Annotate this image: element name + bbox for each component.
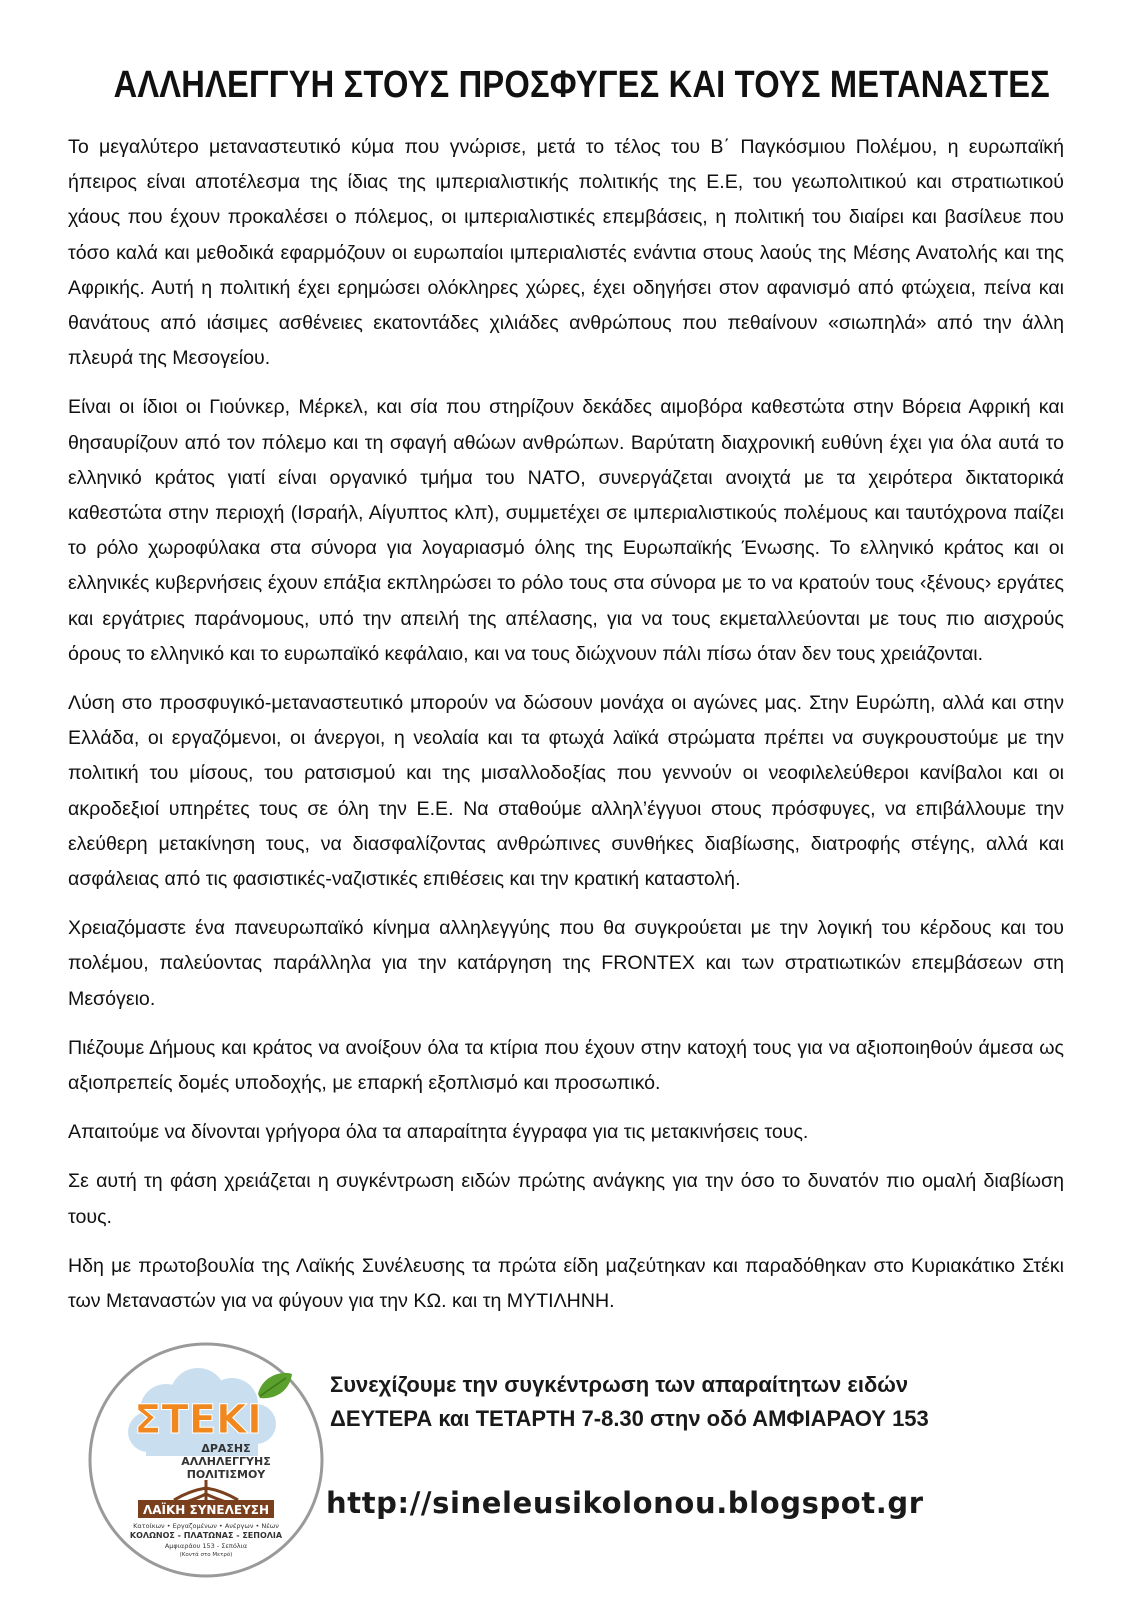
paragraph: Πιέζουμε Δήμους και κράτος να ανοίξουν όλα τα κτίρια που έχουν στην κατοχή τους για να αξιοποιηθούν άμεσα ως αξιοπρεπείς δομές υποδοχής, με επαρκή εξοπλισμό και προσωπικό. <box>68 1036 1064 1095</box>
logo-line-2: ΑΛΛΗΛΕΓΓΥΗΣ <box>181 1455 271 1468</box>
cta-line-2: ΔΕΥΤΕΡΑ και ΤΕΤΑΡΤΗ 7-8.30 στην οδό ΑΜΦΙΑΡΑΟΥ 153 <box>330 1406 929 1431</box>
blog-url: http://sineleusikolonou.blogspot.gr <box>326 1486 924 1520</box>
logo-wordmark: ΣΤΕΚΙ <box>134 1397 262 1443</box>
body-text <box>68 130 1064 1333</box>
paragraph: Είναι οι ίδιοι οι Γιούνκερ, Μέρκελ, και σία που στηρίζουν δεκάδες αιμοβόρα καθεστώτα στην Βόρεια Αφρική και θησαυρίζουν από τον πόλεμο και τη σφαγή αθώων ανθρώπων. Βαρύτατη διαχρονική ευθύνη έχει για όλα αυτά το ελληνικό κράτος γιατί είναι οργανικό τμήμα του ΝΑΤΟ, συνεργάζεται ανοιχτά με τα χειρότερα δικτατορικά καθεστώτα στην περιοχή (Ισραήλ, Αίγυπτος κλπ), συμμετέχει σε ιμπεριαλιστικούς πολέμους και ταυτόχρονα παίζει το ρόλο χωροφύλακα στα σύνορα για λογαριασμό όλης της Ευρωπαϊκής Ένωσης. Το ελληνικό κράτος και οι ελληνικές κυβερνήσεις έχουν επάξια εκπληρώσει το ρόλο τους στα σύνορα με το να κρατούν τους ‹ξένους› εργάτες και εργάτριες παράνομους, υπό την απειλή της απέλασης, για να τους εκμεταλλεύονται με τους πιο αισχρούς όρους το ελληνικό και το ευρωπαϊκό κεφάλαιο, και να τους διώχνουν πάλι πίσω όταν δεν τους χρειάζονται. <box>68 396 1064 665</box>
paragraph: Ηδη με πρωτοβουλία της Λαϊκής Συνέλευσης τα πρώτα είδη μαζεύτηκαν και παραδόθηκαν στο Κυριακάτικο Στέκι των Μεταναστών για να φύγουν για την ΚΩ. και τη ΜΥΤΙΛΗΝΗ. <box>68 1254 1064 1313</box>
logo-banner-text: ΛΑΪΚΗ ΣΥΝΕΛΕΥΣΗ <box>142 1503 270 1517</box>
logo-line-1: ΔΡΑΣΗΣ <box>201 1442 251 1455</box>
logo-note: (Κοντά στο Μετρό) <box>179 1552 233 1558</box>
logo-subtitle: Κατοίκων • Εργαζομένων • Ανέργων • Νέων <box>133 1522 279 1530</box>
logo-areas: ΚΟΛΩΝΟΣ - ΠΛΑΤΩΝΑΣ - ΣΕΠΟΛΙΑ <box>129 1531 283 1540</box>
paragraph: Απαιτούμε να δίνονται γρήγορα όλα τα απαραίτητα έγγραφα για τις μετακινήσεις τους. <box>68 1121 809 1144</box>
logo-line-3: ΠΟΛΙΤΙΣΜΟΥ <box>186 1468 266 1481</box>
paragraph: Χρειαζόμαστε ένα πανευρωπαϊκό κίνημα αλληλεγγύης που θα συγκρούεται με την λογική του κέρδους και του πολέμου, παλεύοντας παράλληλα για την κατάργηση της FRONTEX και των στρατιωτικών επεμβάσεων στη Μεσόγειο. <box>68 917 1064 1010</box>
cta-line-1: Συνεχίζουμε την συγκέντρωση των απαραίτητων ειδών <box>330 1372 909 1397</box>
paragraph: Λύση στο προσφυγικό-μεταναστευτικό μπορούν να δώσουν μονάχα οι αγώνες μας. Στην Ευρώπη, αλλά και στην Ελλάδα, οι εργαζόμενοι, οι άνεργοι, η νεολαία και τα φτωχά λαϊκά στρώματα πρέπει να συγκρουστούμε με την πολιτική του μίσους, του ρατσισμού και της μισαλλοδοξίας που γεννούν οι νεοφιλελεύθεροι κανίβαλοι και οι ακροδεξιοί υπηρέτες τους σε όλη την Ε.Ε. Να σταθούμε αλληλ’έγγυοι στους πρόσφυγες, να επιβάλλουμε την ελεύθερη μετακίνηση τους, να διασφαλίζοντας ανθρώπινες συνθήκες διαβίωσης, διατροφής στέγης, αλλά και ασφάλειας από τις φασιστικές-ναζιστικές επιθέσεις και την κρατική καταστολή. <box>68 692 1064 891</box>
paragraph: Το μεγαλύτερο μεταναστευτικό κύμα που γνώρισε, μετά το τέλος του Β΄ Παγκόσμιου Πολέμου, η ευρωπαϊκή ήπειρος είναι αποτέλεσμα της ίδιας της ιμπεριαλιστικής πολιτικής της Ε.Ε, του γεωπολιτικού και στρατιωτικού χάους που έχουν προκαλέσει ο πόλεμος, οι ιμπεριαλιστικές επεμβάσεις, η πολιτική του διαίρει και βασίλευε που τόσο καλά και μεθοδικά εφαρμόζουν οι ευρωπαίοι ιμπεριαλιστές ενάντια στους λαούς της Μέσης Ανατολής και της Αφρικής. Αυτή η πολιτική έχει ερημώσει ολόκληρες χώρες, έχει οδηγήσει στον αφανισμό από φτώχεια, πείνα και θανάτους από ιάσιμες ασθένειες εκατοντάδες χιλιάδες ανθρώπους που πεθαίνουν «σιωπηλά» από την άλλη πλευρά της Μεσογείου. <box>68 136 1064 370</box>
steki-logo <box>86 1340 326 1580</box>
page-title: ΑΛΛΗΛΕΓΓΥΗ ΣΤΟΥΣ ΠΡΟΣΦΥΓΕΣ ΚΑΙ ΤΟΥΣ ΜΕΤΑΝΑΣΤΕΣ <box>113 64 1050 106</box>
paragraph: Σε αυτή τη φάση χρειάζεται η συγκέντρωση ειδών πρώτης ανάγκης για την όσο το δυνατόν πιο ομαλή διαβίωση τους. <box>68 1170 1064 1228</box>
call-to-action <box>330 1368 1110 1436</box>
logo-address: Αμφιαράου 153 - Σεπόλια <box>164 1542 248 1550</box>
